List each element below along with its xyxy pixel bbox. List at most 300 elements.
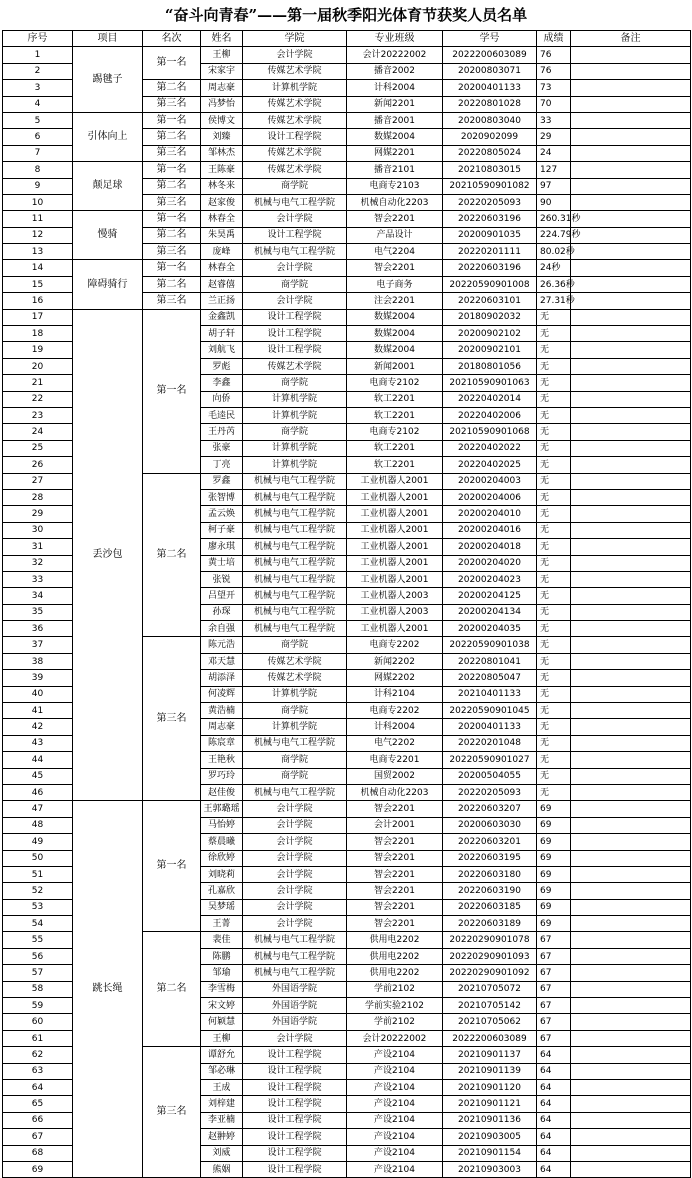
class-name: 播音2101: [347, 162, 443, 178]
remarks: [571, 260, 691, 276]
class-name: 智会2201: [347, 834, 443, 850]
class-name: 新闻2202: [347, 653, 443, 669]
student-name: 黄浩楠: [201, 703, 243, 719]
class-name: 数媒2004: [347, 326, 443, 342]
student-id: 20220603195: [443, 850, 537, 866]
score: 64: [537, 1063, 571, 1079]
student-name: 孔嘉欣: [201, 883, 243, 899]
rank: 第三名: [143, 96, 201, 112]
student-id: 20220603189: [443, 916, 537, 932]
student-name: 周志豪: [201, 80, 243, 96]
table-row: [3, 260, 691, 276]
class-name: 计科2004: [347, 80, 443, 96]
row-number: 17: [3, 309, 73, 325]
class-name: 智会2201: [347, 211, 443, 227]
student-name: 孟云焕: [201, 506, 243, 522]
row-number: 21: [3, 375, 73, 391]
rank: 第一名: [143, 47, 201, 80]
class-name: 产设2104: [347, 1145, 443, 1161]
college: 机械与电气工程学院: [243, 735, 347, 751]
remarks: [571, 555, 691, 571]
class-name: 工业机器人2001: [347, 571, 443, 587]
class-name: 供用电2202: [347, 965, 443, 981]
class-name: 电商专2102: [347, 424, 443, 440]
score: 69: [537, 850, 571, 866]
class-name: 数媒2004: [347, 129, 443, 145]
event-name: 颠足球: [73, 162, 143, 211]
college: 传媒艺术学院: [243, 96, 347, 112]
college: 机械与电气工程学院: [243, 604, 347, 620]
row-number: 68: [3, 1145, 73, 1161]
student-id: 20220205093: [443, 194, 537, 210]
remarks: [571, 686, 691, 702]
college: 会计学院: [243, 883, 347, 899]
score: 64: [537, 1112, 571, 1128]
row-number: 14: [3, 260, 73, 276]
remarks: [571, 276, 691, 292]
remarks: [571, 457, 691, 473]
score: 无: [537, 342, 571, 358]
class-name: 新闻2201: [347, 96, 443, 112]
score: 24秒: [537, 260, 571, 276]
student-id: 20200204023: [443, 571, 537, 587]
remarks: [571, 948, 691, 964]
score: 90: [537, 194, 571, 210]
score: 无: [537, 358, 571, 374]
score: 67: [537, 998, 571, 1014]
student-id: 20200401133: [443, 719, 537, 735]
table-row: [3, 162, 691, 178]
col-header: 姓名: [201, 31, 243, 47]
remarks: [571, 998, 691, 1014]
rank: 第二名: [143, 80, 201, 96]
college: 机械与电气工程学院: [243, 244, 347, 260]
college: 会计学院: [243, 260, 347, 276]
col-header: 成绩: [537, 31, 571, 47]
remarks: [571, 342, 691, 358]
score: 无: [537, 309, 571, 325]
student-name: 林春全: [201, 211, 243, 227]
student-name: 罗鑫: [201, 473, 243, 489]
college: 机械与电气工程学院: [243, 621, 347, 637]
college: 设计工程学院: [243, 1063, 347, 1079]
class-name: 电商专2103: [347, 178, 443, 194]
document-title: “奋斗向青春”——第一届秋季阳光体育节获奖人员名单: [164, 6, 528, 24]
remarks: [571, 473, 691, 489]
table-row: [3, 112, 691, 128]
score: 无: [537, 571, 571, 587]
class-name: 新闻2001: [347, 358, 443, 374]
class-name: 电商专2202: [347, 703, 443, 719]
score: 无: [537, 604, 571, 620]
student-id: 20200204016: [443, 522, 537, 538]
college: 设计工程学院: [243, 1161, 347, 1177]
rank: 第二名: [143, 276, 201, 292]
class-name: 产设2104: [347, 1096, 443, 1112]
student-id: 20220402025: [443, 457, 537, 473]
student-id: 202105909010​68: [443, 424, 537, 440]
row-number: 10: [3, 194, 73, 210]
college: 传媒艺术学院: [243, 112, 347, 128]
college: 会计学院: [243, 899, 347, 915]
row-number: 43: [3, 735, 73, 751]
student-id: 20220402022: [443, 440, 537, 456]
score: 无: [537, 424, 571, 440]
student-id: 20200204003: [443, 473, 537, 489]
college: 会计学院: [243, 916, 347, 932]
student-id: 202205909010​08: [443, 276, 537, 292]
remarks: [571, 391, 691, 407]
score: 26.36秒: [537, 276, 571, 292]
student-id: 20220603207: [443, 801, 537, 817]
remarks: [571, 571, 691, 587]
class-name: 产设2104: [347, 1080, 443, 1096]
remarks: [571, 1145, 691, 1161]
row-number: 11: [3, 211, 73, 227]
student-id: 20210705142: [443, 998, 537, 1014]
student-id: 20200803040: [443, 112, 537, 128]
score: 无: [537, 752, 571, 768]
remarks: [571, 866, 691, 882]
student-name: 廖永琪: [201, 539, 243, 555]
student-id: 20200204125: [443, 588, 537, 604]
remarks: [571, 588, 691, 604]
student-name: 冯梦怡: [201, 96, 243, 112]
college: 设计工程学院: [243, 1096, 347, 1112]
class-name: 会计20222002: [347, 1030, 443, 1046]
class-name: 工业机器人2001: [347, 473, 443, 489]
class-name: 供用电2202: [347, 932, 443, 948]
remarks: [571, 784, 691, 800]
student-name: 刘梓建: [201, 1096, 243, 1112]
college: 会计学院: [243, 801, 347, 817]
remarks: [571, 326, 691, 342]
remarks: [571, 1112, 691, 1128]
score: 无: [537, 784, 571, 800]
student-id: 20200902101: [443, 342, 537, 358]
student-id: 20220205093: [443, 784, 537, 800]
table-row: [3, 47, 691, 63]
class-name: 工业机器人2001: [347, 555, 443, 571]
rank: 第三名: [143, 293, 201, 309]
class-name: 会计2001: [347, 817, 443, 833]
college: 商学院: [243, 424, 347, 440]
row-number: 19: [3, 342, 73, 358]
row-number: 34: [3, 588, 73, 604]
remarks: [571, 1096, 691, 1112]
row-number: 44: [3, 752, 73, 768]
score: 无: [537, 457, 571, 473]
row-number: 24: [3, 424, 73, 440]
college: 商学院: [243, 768, 347, 784]
student-id: 20220603180: [443, 866, 537, 882]
row-number: 46: [3, 784, 73, 800]
score: 67: [537, 932, 571, 948]
college: 设计工程学院: [243, 129, 347, 145]
remarks: [571, 637, 691, 653]
row-number: 27: [3, 473, 73, 489]
remarks: [571, 965, 691, 981]
row-number: 13: [3, 244, 73, 260]
student-name: 王陈豪: [201, 162, 243, 178]
student-name: 胡子轩: [201, 326, 243, 342]
rank: 第一名: [143, 260, 201, 276]
row-number: 12: [3, 227, 73, 243]
remarks: [571, 621, 691, 637]
college: 计算机学院: [243, 457, 347, 473]
student-id: 202105909010​82: [443, 178, 537, 194]
student-id: 20210903003: [443, 1161, 537, 1177]
student-id: 20210803015: [443, 162, 537, 178]
row-number: 56: [3, 948, 73, 964]
student-id: 20200204010: [443, 506, 537, 522]
student-id: 20220801041: [443, 653, 537, 669]
student-name: 宋文婷: [201, 998, 243, 1014]
row-number: 58: [3, 981, 73, 997]
student-id: 20220603196: [443, 211, 537, 227]
student-name: 李雪梅: [201, 981, 243, 997]
student-name: 吕望开: [201, 588, 243, 604]
remarks: [571, 735, 691, 751]
class-name: 智会2201: [347, 801, 443, 817]
score: 无: [537, 555, 571, 571]
row-number: 2: [3, 63, 73, 79]
student-name: 丁亮: [201, 457, 243, 473]
row-number: 65: [3, 1096, 73, 1112]
college: 机械与电气工程学院: [243, 555, 347, 571]
class-name: 会计20222002: [347, 47, 443, 63]
student-name: 罗彪: [201, 358, 243, 374]
remarks: [571, 850, 691, 866]
class-name: 工业机器人2003: [347, 588, 443, 604]
college: 机械与电气工程学院: [243, 932, 347, 948]
class-name: 工业机器人2001: [347, 621, 443, 637]
class-name: 工业机器人2001: [347, 489, 443, 505]
score: 无: [537, 637, 571, 653]
rank: 第一名: [143, 211, 201, 227]
student-name: 蔡晨曦: [201, 834, 243, 850]
student-name: 刘臻: [201, 129, 243, 145]
row-number: 48: [3, 817, 73, 833]
remarks: [571, 96, 691, 112]
student-name: 余自强: [201, 621, 243, 637]
col-header: 项目: [73, 31, 143, 47]
class-name: 数媒2004: [347, 309, 443, 325]
row-number: 42: [3, 719, 73, 735]
rank: 第一名: [143, 112, 201, 128]
student-id: 20220603201: [443, 834, 537, 850]
row-number: 66: [3, 1112, 73, 1128]
college: 计算机学院: [243, 391, 347, 407]
college: 机械与电气工程学院: [243, 489, 347, 505]
student-name: 邹林杰: [201, 145, 243, 161]
row-number: 37: [3, 637, 73, 653]
score: 无: [537, 326, 571, 342]
student-id: 20220603101: [443, 293, 537, 309]
row-number: 33: [3, 571, 73, 587]
class-name: 智会2201: [347, 260, 443, 276]
class-name: 产设2104: [347, 1161, 443, 1177]
row-number: 53: [3, 899, 73, 915]
student-id: 20220805024: [443, 145, 537, 161]
score: 无: [537, 735, 571, 751]
rank: 第三名: [143, 1047, 201, 1178]
remarks: [571, 1047, 691, 1063]
row-number: 31: [3, 539, 73, 555]
college: 外国语学院: [243, 1014, 347, 1030]
score: 64: [537, 1047, 571, 1063]
header-row: [3, 31, 691, 47]
student-id: 202202909010​78: [443, 932, 537, 948]
score: 69: [537, 866, 571, 882]
remarks: [571, 768, 691, 784]
student-id: 20222006030​89: [443, 47, 537, 63]
student-name: 谭舒允: [201, 1047, 243, 1063]
remarks: [571, 670, 691, 686]
remarks: [571, 162, 691, 178]
row-number: 35: [3, 604, 73, 620]
row-number: 5: [3, 112, 73, 128]
student-name: 宋家宇: [201, 63, 243, 79]
row-number: 3: [3, 80, 73, 96]
student-name: 向侨: [201, 391, 243, 407]
score: 69: [537, 834, 571, 850]
student-id: 20220603190: [443, 883, 537, 899]
score: 97: [537, 178, 571, 194]
remarks: [571, 244, 691, 260]
row-number: 47: [3, 801, 73, 817]
row-number: 26: [3, 457, 73, 473]
row-number: 50: [3, 850, 73, 866]
score: 67: [537, 1030, 571, 1046]
remarks: [571, 80, 691, 96]
table-row: [3, 211, 691, 227]
college: 会计学院: [243, 293, 347, 309]
student-id: 20220603196: [443, 260, 537, 276]
student-name: 侯博文: [201, 112, 243, 128]
event-name: 引体向上: [73, 112, 143, 161]
rank: 第二名: [143, 473, 201, 637]
score: 无: [537, 506, 571, 522]
college: 会计学院: [243, 850, 347, 866]
student-name: 陈鹏: [201, 948, 243, 964]
college: 商学院: [243, 178, 347, 194]
score: 127: [537, 162, 571, 178]
row-number: 7: [3, 145, 73, 161]
row-number: 49: [3, 834, 73, 850]
class-name: 网媒2201: [347, 145, 443, 161]
college: 设计工程学院: [243, 1112, 347, 1128]
event-name: 丢沙包: [73, 309, 143, 801]
college: 机械与电气工程学院: [243, 571, 347, 587]
student-name: 徐欣婷: [201, 850, 243, 866]
student-name: 李鑫: [201, 375, 243, 391]
student-name: 赵翀婷: [201, 1129, 243, 1145]
row-number: 62: [3, 1047, 73, 1063]
score: 无: [537, 719, 571, 735]
college: 设计工程学院: [243, 1145, 347, 1161]
row-number: 32: [3, 555, 73, 571]
row-number: 25: [3, 440, 73, 456]
class-name: 学前2102: [347, 1014, 443, 1030]
class-name: 工业机器人2003: [347, 604, 443, 620]
college: 会计学院: [243, 47, 347, 63]
student-name: 林春全: [201, 260, 243, 276]
college: 机械与电气工程学院: [243, 588, 347, 604]
awards-table: [2, 30, 691, 1178]
student-name: 李亚楠: [201, 1112, 243, 1128]
remarks: [571, 801, 691, 817]
score: 69: [537, 801, 571, 817]
remarks: [571, 129, 691, 145]
student-name: 刘晓莉: [201, 866, 243, 882]
class-name: 智会2201: [347, 866, 443, 882]
class-name: 播音2001: [347, 112, 443, 128]
class-name: 计科2004: [347, 719, 443, 735]
college: 机械与电气工程学院: [243, 539, 347, 555]
student-name: 胡添泽: [201, 670, 243, 686]
remarks: [571, 752, 691, 768]
college: 外国语学院: [243, 998, 347, 1014]
rank: 第一名: [143, 309, 201, 473]
college: 会计学院: [243, 817, 347, 833]
col-header: 学号: [443, 31, 537, 47]
remarks: [571, 1030, 691, 1046]
score: 无: [537, 489, 571, 505]
score: 69: [537, 899, 571, 915]
score: 67: [537, 981, 571, 997]
student-name: 刘航飞: [201, 342, 243, 358]
college: 计算机学院: [243, 686, 347, 702]
class-name: 工业机器人2001: [347, 522, 443, 538]
class-name: 电气2204: [347, 244, 443, 260]
college: 计算机学院: [243, 80, 347, 96]
row-number: 23: [3, 407, 73, 423]
score: 64: [537, 1145, 571, 1161]
college: 传媒艺术学院: [243, 670, 347, 686]
col-header: 序号: [3, 31, 73, 47]
student-name: 何凌辉: [201, 686, 243, 702]
score: 70: [537, 96, 571, 112]
remarks: [571, 719, 691, 735]
college: 会计学院: [243, 211, 347, 227]
event-name: 跳长绳: [73, 801, 143, 1178]
rank: 第三名: [143, 637, 201, 801]
score: 29: [537, 129, 571, 145]
student-id: 202205909010​45: [443, 703, 537, 719]
student-name: 毛逵民: [201, 407, 243, 423]
remarks: [571, 440, 691, 456]
remarks: [571, 817, 691, 833]
row-number: 6: [3, 129, 73, 145]
event-name: 慢骑: [73, 211, 143, 260]
row-number: 39: [3, 670, 73, 686]
row-number: 16: [3, 293, 73, 309]
college: 机械与电气工程学院: [243, 784, 347, 800]
class-name: 机械自动化2203: [347, 194, 443, 210]
college: 计算机学院: [243, 440, 347, 456]
college: 会计学院: [243, 1030, 347, 1046]
student-id: 20210901136: [443, 1112, 537, 1128]
remarks: [571, 899, 691, 915]
student-name: 孙琛: [201, 604, 243, 620]
student-name: 陈宸章: [201, 735, 243, 751]
col-header: 学院: [243, 31, 347, 47]
remarks: [571, 63, 691, 79]
student-id: 20210903005: [443, 1129, 537, 1145]
college: 机械与电气工程学院: [243, 194, 347, 210]
student-id: 20210901121: [443, 1096, 537, 1112]
